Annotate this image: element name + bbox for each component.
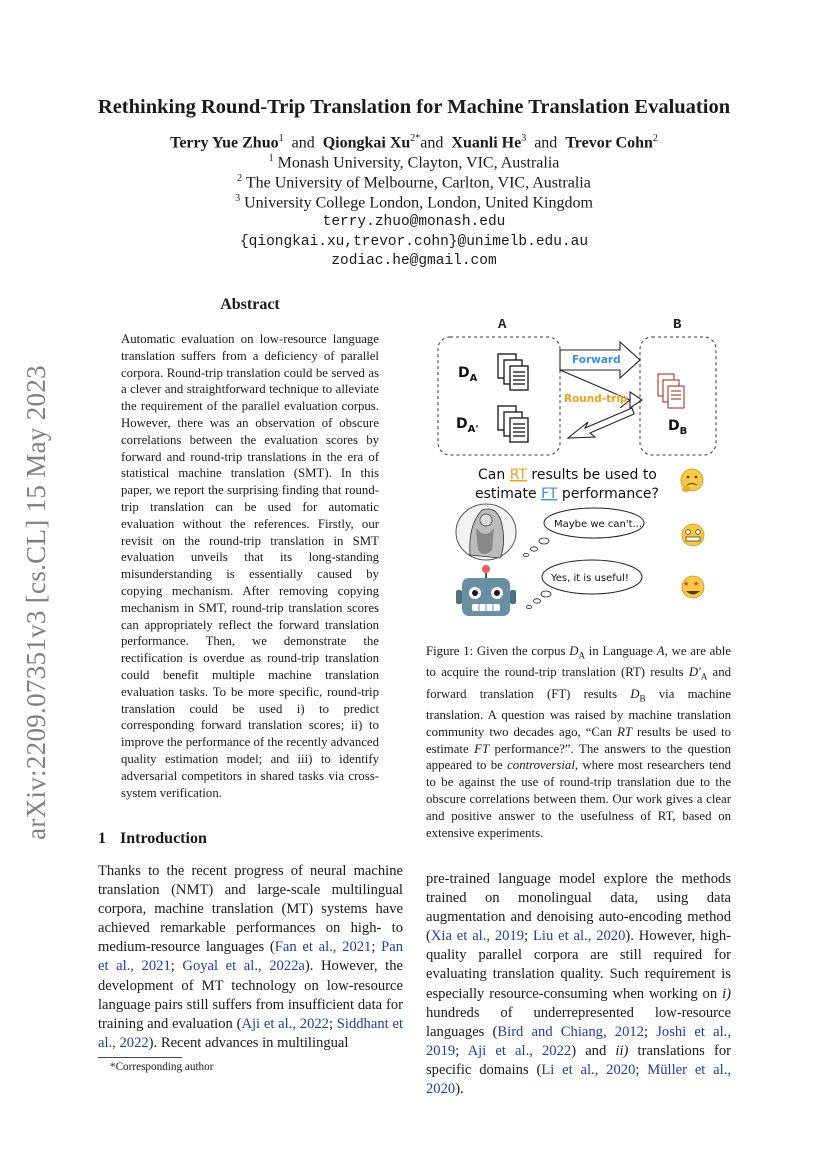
section-number: 1 (98, 830, 106, 847)
author-name: Xuanli He (451, 134, 522, 152)
thought-bubble-2 (527, 560, 643, 609)
figure-1 (420, 310, 740, 630)
affiliation-text: University College London, London, United Kingdom (244, 194, 593, 212)
abstract-text: Automatic evaluation on low-resource language translation suffers from a deficiency of parallel corpora. Round-trip translation could be served as a clever and straightforward technique to alleviate the requirement of the parallel evaluation corpus. However, there was an observation of obscure correlations between the evaluation scores by forward and round-trip translations in the era of statistical machine translation (SMT). In this paper, we report the surprising finding that round-trip translation can be used for automatic evaluation without the references. Firstly, our revisit on the round-trip translation in SMT evaluation unveils that its long-standing misunderstanding is essentially caused by copying mechanism. After removing copying mechanism in SMT, round-trip translation scores can appropriately reflect the forward translation performance. Then, we demonstrate the rectification is overdue as round-trip translation could benefit multiple machine translation evaluation tasks. To be more specific, round-trip translation could be used i) to predict corresponding forward translation scores; ii) to improve the performance of the recently advanced quality estimation model; and iii) to identify adversarial competitors in shared tasks via cross-system verification. (121, 332, 379, 800)
affiliation-text: Monash University, Clayton, VIC, Australia (277, 154, 560, 172)
text-run: ; (328, 1015, 337, 1032)
author-sup: 2* (410, 133, 421, 144)
db-label: $D_B$ (668, 418, 688, 437)
documents-icon (498, 354, 528, 390)
author-name: Trevor Cohn (565, 134, 653, 152)
author-name: Qiongkai Xu (322, 134, 411, 152)
author-sup: 1 (278, 133, 284, 144)
bubble-1-text: Maybe we can't... (554, 519, 643, 530)
italic-text: ii) (615, 1042, 629, 1059)
question-line-2: estimate FT performance? (475, 486, 659, 502)
svg-text:★: ★ (693, 580, 700, 588)
text-run: performance?”. The answers to the question appeared to be (426, 741, 731, 773)
author-sup: 2 (652, 133, 658, 144)
question-line-1: Can RT results be used to (478, 467, 657, 483)
text-run: ). However, high-quality parallel corpora are still required for evaluating translation quality. Such requirement is especially resource-consuming when working on (426, 928, 731, 1002)
text-run: , where most researchers tend to be against the use of round-trip translation due to the obscure correlations between them. Our work gives a clear and positive answer to the usefulness of RT, based on extensive experiments. (426, 758, 731, 840)
text-run: Thanks to the recent progress of neural machine translation (NMT) and large-scale multilingual corpora, machine translation (MT) systems have achieved remarkable performances on high- to medium-resource languages ( (98, 863, 403, 956)
intro-paragraph-right (426, 870, 731, 1099)
arxiv-stamp-text: arXiv:2209.07351v3 [cs.CL] 15 May 2023 (20, 365, 51, 840)
grimacing-face-icon (682, 524, 704, 546)
text-run: in Language (585, 644, 657, 658)
text-run: ; (371, 939, 382, 956)
citation-link[interactable]: Bird and Chiang, 2012 (497, 1023, 644, 1040)
affiliation (90, 173, 738, 192)
affiliation-sup: 2 (237, 173, 243, 184)
svg-text:★: ★ (683, 580, 690, 588)
paper-title: Rethinking Round-Trip Translation for Machine Translation Evaluation (97, 96, 731, 118)
affiliation (90, 153, 738, 172)
text-run: via machine translation. A question was raised by machine translation community two decades ago, “Can (426, 686, 731, 739)
documents-b-icon (658, 374, 684, 408)
italic-text: RT (617, 724, 633, 739)
italic-text: i) (722, 985, 731, 1002)
figure-label-a: A (498, 317, 507, 333)
text-run: , we are able to acquire the round-trip translation (RT) results (426, 644, 731, 680)
citation-link[interactable]: Müller et al., 2020 (426, 1061, 732, 1098)
text-run: ). However, the development of MT technology on low-resource language pairs still suffers from insufficient data for training and evaluation ( (98, 958, 403, 1032)
arxiv-stamp (14, 355, 58, 850)
text-run: ) and (571, 1042, 616, 1059)
email: zodiac.he@gmail.com (331, 253, 497, 269)
bubble-2-text: Yes, it is useful! (551, 573, 629, 584)
italic-text: D (569, 644, 579, 658)
italic-text: D (630, 686, 640, 701)
author-line (90, 133, 738, 152)
scholar-portrait (456, 504, 516, 560)
email: {qiongkai.xu,trevor.cohn}@unimelb.edu.au (239, 234, 589, 250)
text-run: ). Recent advances in multilingual (148, 1034, 349, 1051)
italic-text: D′ (688, 665, 701, 680)
subscript: A (700, 671, 708, 682)
citation-link[interactable]: Pan et al., 2021 (98, 939, 404, 975)
text-run: ; (635, 1061, 648, 1078)
italic-text: A (656, 644, 665, 658)
return-arrow (568, 408, 634, 438)
text-run: results be used to estimate (426, 724, 732, 756)
citation-link[interactable]: Joshi et al., 2019 (426, 1023, 731, 1059)
citation-link[interactable]: Li et al., 2020 (541, 1061, 636, 1078)
citation-link[interactable]: Goyal et al., 2022a (182, 958, 305, 975)
author-sep: and (420, 134, 444, 152)
footnote: *Corresponding author (110, 1061, 214, 1073)
author-sup: 3 (521, 133, 527, 144)
citation-link[interactable]: Fan et al., 2021 (274, 939, 372, 956)
subscript: A (578, 650, 586, 661)
section-title: Introduction (120, 830, 207, 847)
author-sep: and (291, 134, 315, 152)
italic-text: FT (474, 741, 490, 756)
star-struck-face-icon (682, 576, 704, 598)
intro-paragraph-left (98, 862, 403, 1053)
da-label: $D_A$ (458, 365, 478, 384)
citation-link[interactable]: Aji et al., 2022 (241, 1015, 329, 1032)
text-run: translations for specific domains ( (426, 1042, 731, 1078)
da-prime-label: $D_{A'}$ (456, 416, 479, 435)
text-run: and forward translation (FT) results (426, 665, 731, 701)
text-run: pre-trained language model explore the methods trained on monolingual data, using data augmentation and denoising auto-encoding method ( (426, 871, 731, 945)
footnote-rule (98, 1057, 182, 1058)
text-run: Figure 1: Given the corpus (426, 644, 570, 658)
robot-icon (456, 565, 516, 616)
italic-text: controversial (507, 758, 575, 773)
text-run: ). (455, 1081, 464, 1098)
abstract-heading: Abstract (220, 296, 280, 313)
citation-link[interactable]: Aji et al., 2022 (467, 1042, 572, 1059)
figure-caption (426, 643, 731, 841)
affiliation-text: The University of Melbourne, Carlton, VIC, Australia (245, 174, 591, 192)
email: terry.zhuo@monash.edu (322, 214, 506, 230)
text-run: hundreds of underrepresented low-resource languages ( (426, 1004, 731, 1040)
author-name: Terry Yue Zhuo (170, 134, 279, 152)
round-trip-label: Round-trip (564, 393, 628, 405)
text-run: ; (524, 928, 533, 945)
text-run: ; (455, 1042, 468, 1059)
thinking-face-icon (681, 469, 703, 492)
forward-label: Forward (572, 354, 621, 366)
affiliation-sup: 1 (268, 153, 274, 164)
text-run: ; (170, 958, 183, 975)
thought-bubble-1 (524, 508, 645, 557)
citation-link[interactable]: Xia et al., 2019 (430, 928, 525, 945)
citation-link[interactable]: Siddhant et al., 2022 (98, 1015, 403, 1051)
affiliation (90, 193, 738, 212)
citation-link[interactable]: Liu et al., 2020 (533, 928, 626, 945)
section-heading (98, 830, 207, 848)
figure-label-b: B (673, 317, 682, 333)
text-run: ; (643, 1023, 657, 1040)
subscript: B (639, 693, 646, 704)
documents-icon (498, 406, 528, 442)
affiliation-sup: 3 (235, 193, 241, 204)
author-sep: and (534, 134, 558, 152)
